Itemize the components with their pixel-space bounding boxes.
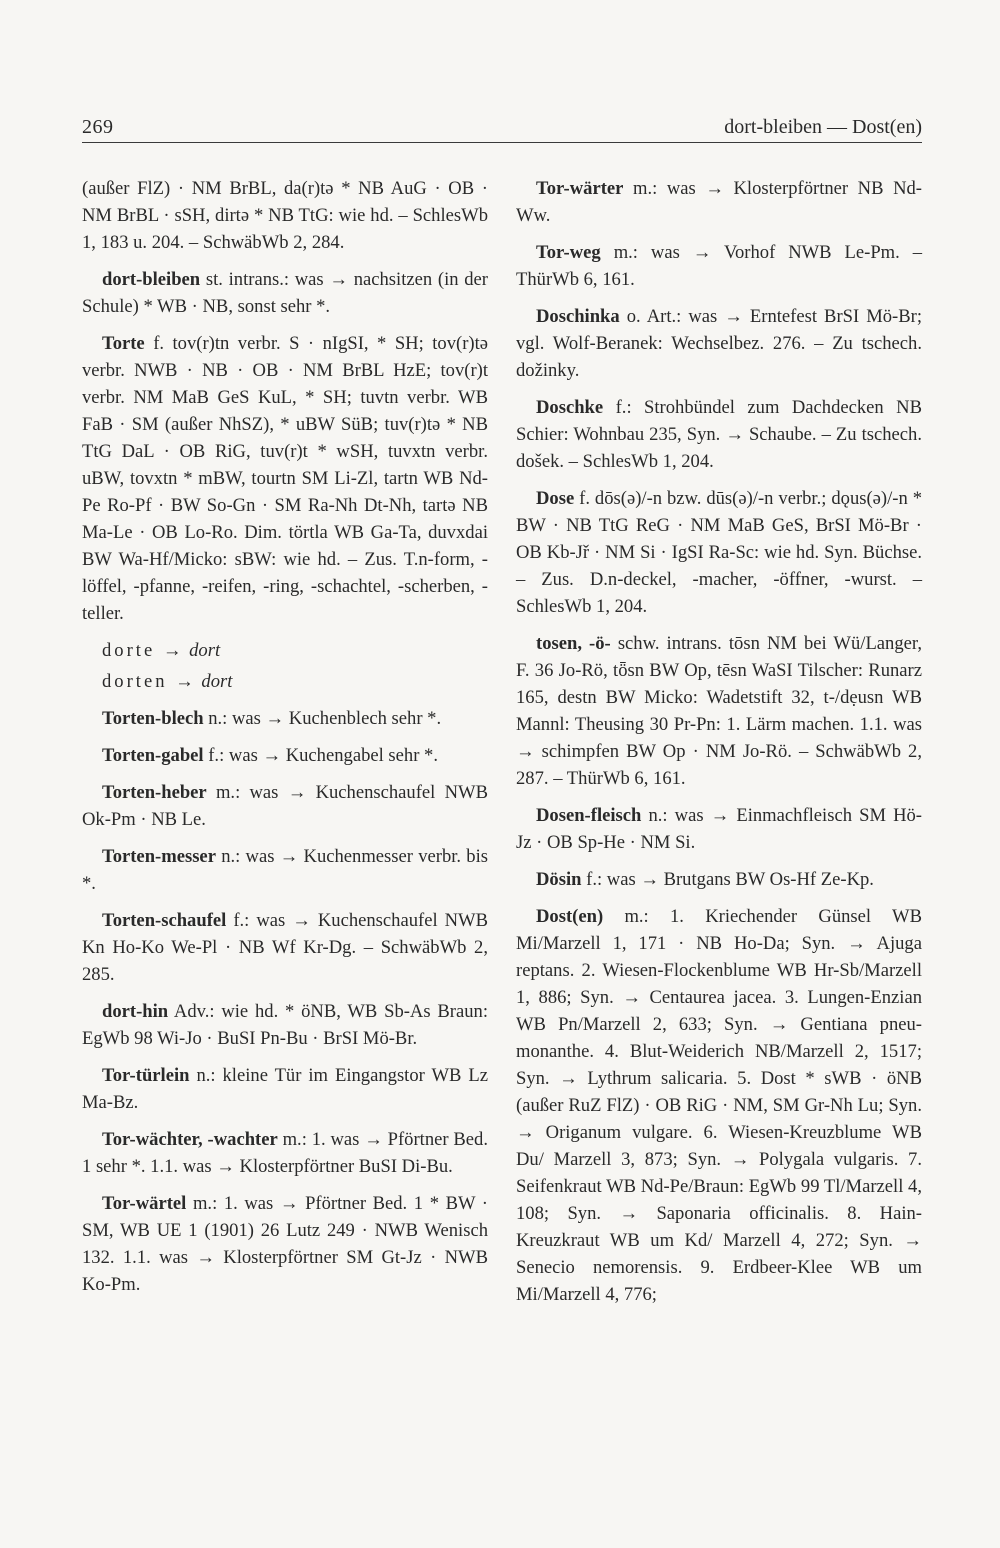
cross-reference-dorten — [82, 668, 488, 695]
entry-text: m.: was → Vorhof NWB Le-Pm. – ThürWb 6, 161. — [516, 242, 923, 290]
entry-text: f. dōs(ə)/-n bzw. dūs(ə)/-n verbr.; dǫus(ə)/-n * BW · NB TtG ReG · NM MaB GeS, BrSI Mö-Br · OB Kb-Jř · NM Si · IgSI Ra-Sc: wie hd. Syn. Büchse. – Zus. D.n-deckel, -macher, -öffner, -wurst. – SchlesWb 1, 204. — [516, 488, 922, 617]
left-column — [82, 175, 488, 1308]
entry-doesin — [516, 866, 922, 893]
running-head: dort-bleiben — Dost(en) — [724, 116, 922, 138]
entry-tor-waertel — [82, 1190, 488, 1298]
entry-lemma: Tor-weg — [536, 242, 601, 263]
entry-tor-weg — [516, 239, 922, 293]
entry-continuation — [82, 175, 488, 256]
entry-lemma: dort-hin — [102, 1001, 169, 1022]
entry-text: n.: kleine Tür im Eingangstor WB Lz Ma-Bz. — [82, 1065, 488, 1113]
reference-target: dort — [189, 640, 221, 661]
entry-text: (außer FlZ) · NM BrBL, da(r)tə * NB AuG · OB · NM BrBL · sSH, dirtə * NB TtG: wie hd. – SchlesWb 1, 183 u. 204. – SchwäbWb 2, 284. — [82, 178, 488, 253]
entry-text: f.: was → Kuchenschaufel NWB Kn Ho-Ko We-Pl · NB Wf Kr-Dg. – SchwäbWb 2, 285. — [82, 910, 489, 985]
entry-text: m.: 1. was → Pförtner Bed. 1 sehr *. 1.1. was → Klosterpförtner BuSI Di-Bu. — [82, 1129, 489, 1177]
entry-lemma: Torte — [102, 333, 145, 354]
entry-dost — [516, 903, 922, 1308]
entry-lemma: Dost(en) — [536, 906, 604, 927]
entry-lemma: Tor-türlein — [102, 1065, 190, 1086]
entry-lemma: Torten-messer — [102, 846, 216, 867]
entry-text: schw. intrans. tōsn NM bei Wü/Langer, F. 36 Jo-Rö, tȫsn BW Op, tēsn WaSI Tilscher: Runarz 165, destn BW Micko: Wadetstift 32, t-/dẹusn WB Mannl: Theusing 30 Pr-Pn: 1. Lärm machen. 1.1. was → schimpfen BW Op · NM Jo-Rö. – SchwäbWb 2, 287. – ThürWb 6, 161. — [516, 633, 922, 789]
entry-tor-waechter — [82, 1126, 488, 1180]
arrow-icon: → — [162, 640, 182, 661]
entry-text: n.: was → Kuchenblech sehr *. — [208, 708, 442, 729]
entry-lemma: Doschinka — [536, 306, 620, 327]
entry-tosen — [516, 630, 922, 792]
entry-text: n.: was → Einmachfleisch SM Hö-Jz · OB Sp-He · NM Si. — [516, 805, 922, 853]
reference-word: dorten — [102, 671, 168, 692]
entry-lemma: Tor-wächter, -wachter — [102, 1129, 278, 1150]
entry-text: Adv.: wie hd. * öNB, WB Sb-As Braun: EgWb 98 Wi-Jo · BuSI Pn-Bu · BrSI Mö-Br. — [82, 1001, 489, 1049]
entry-doschinka — [516, 303, 922, 384]
entry-torten-gabel — [82, 742, 488, 769]
entry-tor-tuerlein — [82, 1062, 488, 1116]
reference-word: dorte — [102, 640, 156, 661]
right-column — [516, 175, 922, 1318]
reference-target: dort — [201, 671, 233, 692]
entry-text: m.: 1. was → Pförtner Bed. 1 * BW · SM, WB UE 1 (1901) 26 Lutz 249 · NWB Wenisch 132. 1.1. was → Klosterpförtner SM Gt-Jz · NWB Ko-Pm. — [82, 1193, 489, 1295]
entry-torten-heber — [82, 779, 488, 833]
entry-text: f. tov(r)tn verbr. S · nIgSI, * SH; tov(r)tə verbr. NWB · NB · OB · NM BrBL HzE; tov(r)t verbr. NM MaB GeS KuL, * SH; tuvtn verbr. WB FaB · SM (außer NhSZ), * uBW SüB; tuv(r)tə * NB TtG DaL · OB RiG, tuv(r)t * wSH, tuvxtn verbr. uBW, tovxtn * mBW, tourtn SM Li-Zl, tartn WB Nd-Pe Ro-Pf · BW So-Gn · SM Ra-Nh Dt-Nh, tartə NB Ma-Le · OB Lo-Ro. Dim. törtla WB Ga-Ta, duvxdai BW Wa-Hf/Micko: sBW: wie hd. – Zus. T.n-form, -löffel, -pfanne, -reifen, -ring, -schachtel, -scherben, -teller. — [82, 333, 488, 624]
entry-text: f.: was → Kuchengabel sehr *. — [208, 745, 439, 766]
entry-doschke — [516, 394, 922, 475]
cross-reference-dorte — [82, 637, 488, 664]
entry-tor-waerter — [516, 175, 922, 229]
entry-torten-messer — [82, 843, 488, 897]
entry-text: f.: Strohbündel zum Dachdecken NB Schier: Wohnbau 235, Syn. → Schaube. – Zu tschech. došek. – SchlesWb 1, 204. — [516, 397, 922, 472]
header-rule — [82, 142, 922, 143]
page-number: 269 — [82, 116, 114, 138]
entry-torte — [82, 330, 488, 627]
entry-torten-schaufel — [82, 907, 488, 988]
entry-dort-hin — [82, 998, 488, 1052]
entry-lemma: Doschke — [536, 397, 604, 418]
entry-lemma: dort-bleiben — [102, 269, 201, 290]
entry-lemma: Dosen-fleisch — [536, 805, 642, 826]
entry-lemma: Dösin — [536, 869, 582, 890]
entry-dort-bleiben — [82, 266, 488, 320]
entry-text: m.: was → Kuchenschaufel NWB Ok-Pm · NB Le. — [82, 782, 488, 830]
entry-lemma: Dose — [536, 488, 575, 509]
entry-lemma: Torten-schaufel — [102, 910, 227, 931]
arrow-icon: → — [175, 671, 194, 692]
entry-text: st. intrans.: was → nachsitzen (in der Schule) * WB · NB, sonst sehr *. — [82, 269, 488, 317]
entry-lemma: Torten-blech — [102, 708, 204, 729]
entry-lemma: Torten-gabel — [102, 745, 204, 766]
entry-lemma: Tor-wärtel — [102, 1193, 187, 1214]
entry-lemma: tosen, -ö- — [536, 633, 611, 654]
entry-lemma: Tor-wärter — [536, 178, 624, 199]
entry-lemma: Torten-heber — [102, 782, 207, 803]
entry-text: m.: 1. Kriechender Günsel WB Mi/Marzell 1, 171 · NB Ho-Da; Syn. → Ajuga reptans. 2. Wiesen-Flockenblume WB Hr-Sb/Marzell 1, 886; Syn. → Centaurea jacea. 3. Lungen-Enzian WB Pn/Marzell 2, 633; Syn. → Gentiana pneumonanthe. 4. Blut-Weiderich NB/Marzell 2, 1517; Syn. → Lythrum salicaria. 5. Dost * sWB · öNB (außer RuZ FlZ) · OB RiG · NM, SM Gr-Nh Lu; Syn. → Origanum vulgare. 6. Wiesen-Kreuzblume WB Du/ Marzell 3, 873; Syn. → Polygala vulgaris. 7. Seifenkraut WB Nd-Pe/Braun: EgWb 99 Tl/Marzell 4, 108; Syn. → Saponaria officinalis. 8. Hain-Kreuzkraut WB um Kd/ Marzell 4, 272; Syn. → Senecio nemorensis. 9. Erdbeer-Klee WB um Mi/Marzell 4, 776; — [516, 906, 922, 1305]
entry-dosen-fleisch — [516, 802, 922, 856]
entry-torten-blech — [82, 705, 488, 732]
entry-text: f.: was → Brutgans BW Os-Hf Ze-Kp. — [586, 869, 874, 890]
entry-dose — [516, 485, 922, 620]
entry-text: m.: was → Klosterpförtner NB Nd-Ww. — [516, 178, 922, 226]
entry-text: n.: was → Kuchenmesser verbr. bis *. — [82, 846, 488, 894]
entry-text: o. Art.: was → Erntefest BrSI Mö-Br; vgl. Wolf-Beranek: Wechselbez. 276. – Zu tschech. dožinky. — [516, 306, 922, 381]
